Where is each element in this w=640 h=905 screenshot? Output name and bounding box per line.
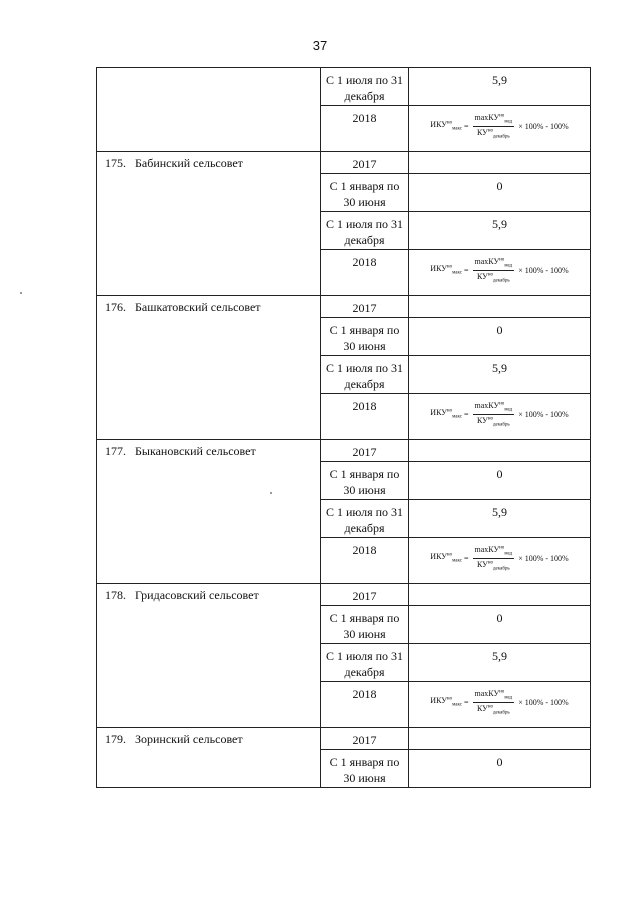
- period-cell: [321, 682, 409, 728]
- formula-eq: =: [463, 553, 469, 563]
- municipality-cell: [97, 68, 321, 152]
- percent-change-formula: [409, 687, 590, 715]
- municipality-name: Бабинский сельсовет: [135, 156, 243, 170]
- period-cell: [321, 152, 409, 174]
- formula-fraction: [473, 689, 515, 715]
- period-cell: [321, 212, 409, 250]
- period-label: 2017: [352, 733, 377, 747]
- formula-lhs: $ИКУ^{но}_{макс}$: [430, 552, 462, 564]
- period-cell: [321, 750, 409, 788]
- value-cell: [409, 462, 591, 500]
- value-cell: [409, 440, 591, 462]
- table-row: [97, 152, 591, 174]
- value-cell: [409, 538, 591, 584]
- formula-numerator: maxКУ$^{но}_{мед}$: [474, 689, 513, 701]
- percent-change-formula: [409, 399, 590, 427]
- period-label: С 1 января по 30 июня: [329, 323, 400, 353]
- formula-denominator: $КУ^{но}_{декабрь}$: [476, 703, 510, 716]
- formula-tail: × 100% - 100%: [518, 553, 569, 563]
- value-cell: [409, 318, 591, 356]
- value-cell: [409, 606, 591, 644]
- period-label: 2018: [352, 111, 377, 125]
- formula-numerator: maxКУ$^{но}_{мед}$: [474, 257, 513, 269]
- percent-value: 5,9: [492, 361, 507, 375]
- period-cell: [321, 356, 409, 394]
- table-row: [97, 440, 591, 462]
- formula-numerator: maxКУ$^{но}_{мед}$: [474, 545, 513, 557]
- municipality-number: 178.: [105, 588, 126, 602]
- value-cell: [409, 750, 591, 788]
- period-label: С 1 июля по 31 декабря: [325, 73, 404, 103]
- period-label: С 1 июля по 31 декабря: [325, 361, 404, 391]
- formula-eq: =: [463, 265, 469, 275]
- percent-value: 0: [496, 611, 503, 625]
- municipality-number: 175.: [105, 156, 126, 170]
- value-cell: [409, 500, 591, 538]
- percent-value: 5,9: [492, 217, 507, 231]
- formula-eq: =: [463, 121, 469, 131]
- scan-speck: [20, 292, 22, 294]
- percent-value: 0: [496, 755, 503, 769]
- municipality-name: Башкатовский сельсовет: [135, 300, 261, 314]
- page-number: 37: [312, 38, 328, 53]
- formula-lhs: $ИКУ^{но}_{макс}$: [430, 120, 462, 132]
- value-cell: [409, 106, 591, 152]
- formula-fraction: [473, 257, 515, 283]
- period-cell: [321, 606, 409, 644]
- scan-speck: [270, 492, 272, 494]
- municipality-name: Гридасовский сельсовет: [135, 588, 259, 602]
- period-label: С 1 июля по 31 декабря: [325, 217, 404, 247]
- percent-change-formula: [409, 255, 590, 283]
- municipality-cell: [97, 728, 321, 788]
- period-cell: [321, 318, 409, 356]
- percent-value: 5,9: [492, 505, 507, 519]
- period-cell: [321, 106, 409, 152]
- value-cell: [409, 394, 591, 440]
- value-cell: [409, 584, 591, 606]
- period-cell: [321, 394, 409, 440]
- formula-denominator: $КУ^{но}_{декабрь}$: [476, 559, 510, 572]
- value-cell: [409, 212, 591, 250]
- municipality-number: 177.: [105, 444, 126, 458]
- formula-numerator: maxКУ$^{но}_{мед}$: [474, 401, 513, 413]
- formula-fraction: [473, 113, 515, 139]
- municipality-number: 176.: [105, 300, 126, 314]
- value-cell: [409, 152, 591, 174]
- period-label: 2017: [352, 157, 377, 171]
- formula-denominator: $КУ^{но}_{декабрь}$: [476, 415, 510, 428]
- period-label: С 1 января по 30 июня: [329, 467, 400, 497]
- value-cell: [409, 174, 591, 212]
- percent-value: 5,9: [492, 73, 507, 87]
- period-label: 2018: [352, 687, 377, 701]
- percent-value: 0: [496, 179, 503, 193]
- formula-eq: =: [463, 697, 469, 707]
- percent-value: 0: [496, 467, 503, 481]
- tariff-table: [96, 67, 591, 788]
- table-row: [97, 296, 591, 318]
- value-cell: [409, 68, 591, 106]
- formula-fraction: [473, 545, 515, 571]
- formula-lhs: $ИКУ^{но}_{макс}$: [430, 408, 462, 420]
- municipality-cell: [97, 440, 321, 584]
- period-label: С 1 января по 30 июня: [329, 755, 400, 785]
- municipality-name: Быкановский сельсовет: [135, 444, 256, 458]
- municipality-cell: [97, 296, 321, 440]
- period-label: 2018: [352, 543, 377, 557]
- value-cell: [409, 644, 591, 682]
- period-cell: [321, 68, 409, 106]
- table-row: [97, 728, 591, 750]
- period-cell: [321, 296, 409, 318]
- formula-lhs: $ИКУ^{но}_{макс}$: [430, 264, 462, 276]
- period-label: 2017: [352, 589, 377, 603]
- period-cell: [321, 440, 409, 462]
- municipality-number: 179.: [105, 732, 126, 746]
- percent-change-formula: [409, 543, 590, 571]
- value-cell: [409, 250, 591, 296]
- formula-lhs: $ИКУ^{но}_{макс}$: [430, 696, 462, 708]
- formula-eq: =: [463, 409, 469, 419]
- period-cell: [321, 538, 409, 584]
- value-cell: [409, 296, 591, 318]
- municipality-name: Зоринский сельсовет: [135, 732, 243, 746]
- percent-change-formula: [409, 111, 590, 139]
- period-label: С 1 января по 30 июня: [329, 611, 400, 641]
- period-cell: [321, 584, 409, 606]
- formula-denominator: $КУ^{но}_{декабрь}$: [476, 127, 510, 140]
- period-label: 2017: [352, 301, 377, 315]
- value-cell: [409, 728, 591, 750]
- formula-numerator: maxКУ$^{но}_{мед}$: [474, 113, 513, 125]
- percent-value: 5,9: [492, 649, 507, 663]
- period-cell: [321, 500, 409, 538]
- period-cell: [321, 250, 409, 296]
- value-cell: [409, 682, 591, 728]
- formula-fraction: [473, 401, 515, 427]
- period-cell: [321, 728, 409, 750]
- formula-tail: × 100% - 100%: [518, 409, 569, 419]
- period-cell: [321, 644, 409, 682]
- value-cell: [409, 356, 591, 394]
- municipality-cell: [97, 584, 321, 728]
- period-label: С 1 января по 30 июня: [329, 179, 400, 209]
- formula-denominator: $КУ^{но}_{декабрь}$: [476, 271, 510, 284]
- period-cell: [321, 174, 409, 212]
- formula-tail: × 100% - 100%: [518, 265, 569, 275]
- period-cell: [321, 462, 409, 500]
- period-label: С 1 июля по 31 декабря: [325, 649, 404, 679]
- table-row: [97, 584, 591, 606]
- municipality-cell: [97, 152, 321, 296]
- formula-tail: × 100% - 100%: [518, 697, 569, 707]
- table-row: [97, 68, 591, 106]
- period-label: С 1 июля по 31 декабря: [325, 505, 404, 535]
- percent-value: 0: [496, 323, 503, 337]
- formula-tail: × 100% - 100%: [518, 121, 569, 131]
- period-label: 2018: [352, 399, 377, 413]
- period-label: 2018: [352, 255, 377, 269]
- period-label: 2017: [352, 445, 377, 459]
